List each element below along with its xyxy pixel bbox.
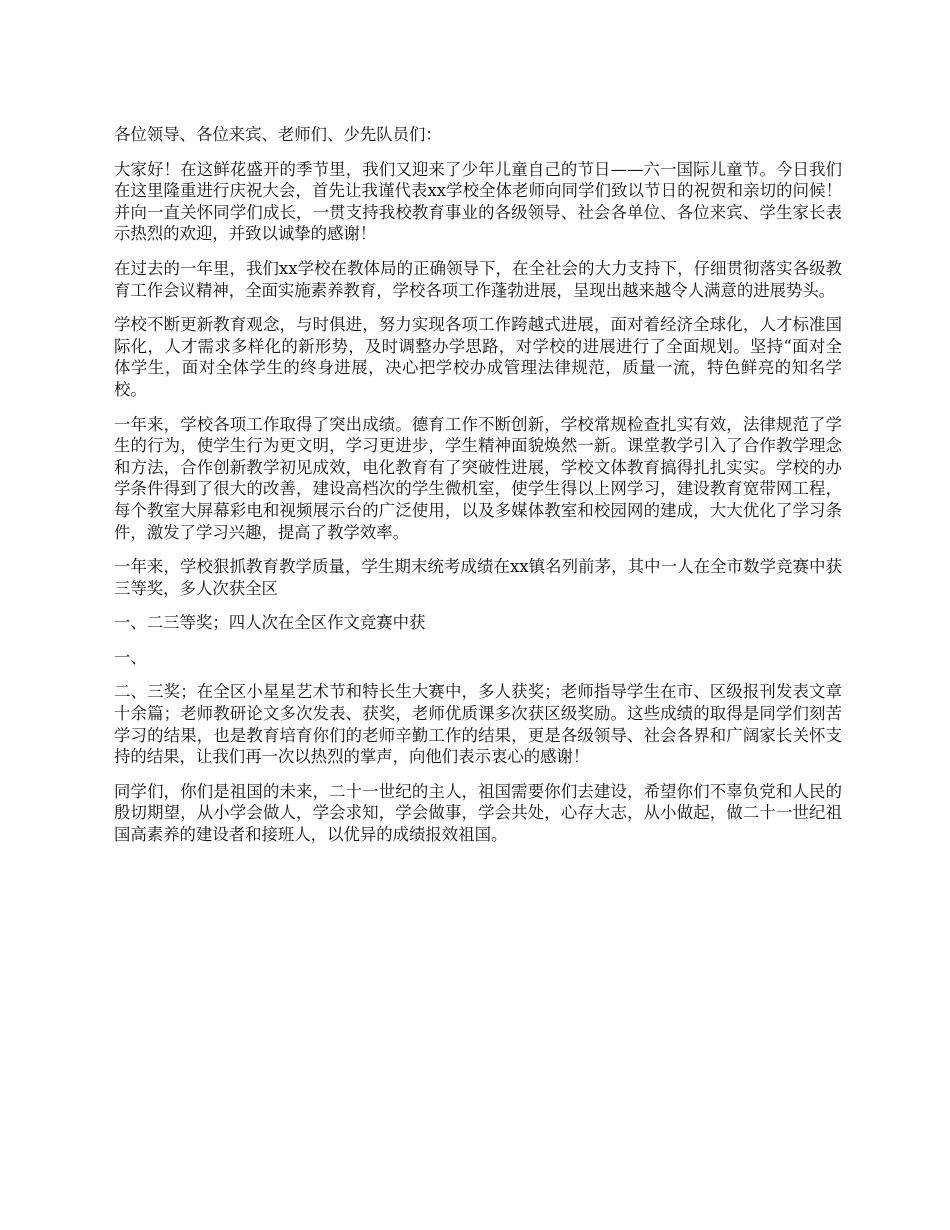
paragraph-achievements: 一年来，学校各项工作取得了突出成绩。德育工作不断创新，学校常规检查扎实有效，法律规范了学生的行为，使学生行为更文明，学习更进步，学生精神面貌焕然一新。课堂教学引入了合作教学理念和方法，合作创新教学初见成效，电化教育有了突破性进展，学校文体教育搞得扎扎实实。学校的办学条件得到了很大的改善，建设高档次的学生微机室，使学生得以上网学习，建设教育宽带网工程，每个教室大屏幕彩电和视频展示台的广泛使用，以及多媒体教室和校园网的建成，大大优化了学习条件，激发了学习兴趣，提高了教学效率。 xyxy=(114,414,842,542)
document-body xyxy=(114,124,842,859)
paragraph-past-year: 在过去的一年里，我们xx学校在教体局的正确领导下，在全社会的大力支持下，仔细贯彻落实各级教育工作会议精神，全面实施素养教育，学校各项工作蓬勃进展，呈现出越来越令人满意的进展势头。 xyxy=(114,258,842,300)
paragraph-teaching-quality: 一年来，学校狠抓教育教学质量，学生期末统考成绩在xx镇名列前茅，其中一人在全市数学竞赛中获三等奖，多人次获全区 xyxy=(114,557,842,598)
paragraph-education-concept: 学校不断更新教育观念，与时俱进，努力实现各项工作跨越式进展，面对着经济全球化，人才标准国际化，人才需求多样化的新形势，及时调整办学思路，对学校的进展进行了全面规划。坚持“面对全体学生，面对全体学生的终身进展，决心把学校办成管理法律规范，质量一流，特色鲜亮的知名学校。 xyxy=(114,315,842,399)
paragraph-greeting: 大家好！在这鲜花盛开的季节里，我们又迎来了少年儿童自己的节日——六一国际儿童节。今日我们在这里隆重进行庆祝大会，首先让我谨代表xx学校全体老师向同学们致以节日的祝贺和亲切的问候！并向一直关怀同学们成长，一贯支持我校教育事业的各级领导、社会各单位、各位来宾、学生家长表示热烈的欢迎，并致以诚挚的感谢！ xyxy=(114,159,842,244)
paragraph-list-marker: 一、 xyxy=(114,647,147,667)
paragraph-closing: 同学们，你们是祖国的未来，二十一世纪的主人，祖国需要你们去建设，希望你们不辜负党和人民的殷切期望，从小学会做人，学会求知，学会做事，学会共处，心存大志，从小做起，做二十一世纪祖国高素养的建设者和接班人，以优异的成绩报效祖国。 xyxy=(114,781,842,845)
salutation: 各位领导、各位来宾、老师们、少先队员们： xyxy=(114,125,442,144)
paragraph-awards-line: 一、二三等奖；四人次在全区作文竞赛中获 xyxy=(114,613,426,633)
paragraph-awards-detail: 二、三奖；在全区小星星艺术节和特长生大赛中，多人获奖；老师指导学生在市、区级报刊发表文章十余篇；老师教研论文多次发表、获奖，老师优质课多次获区级奖励。这些成绩的取得是同学们刻苦学习的结果，也是教育培育你们的老师辛勤工作的结果，更是各级领导、社会各界和广阔家长关怀支持的结果，让我们再一次以热烈的掌声，向他们表示衷心的感谢！ xyxy=(114,682,842,767)
